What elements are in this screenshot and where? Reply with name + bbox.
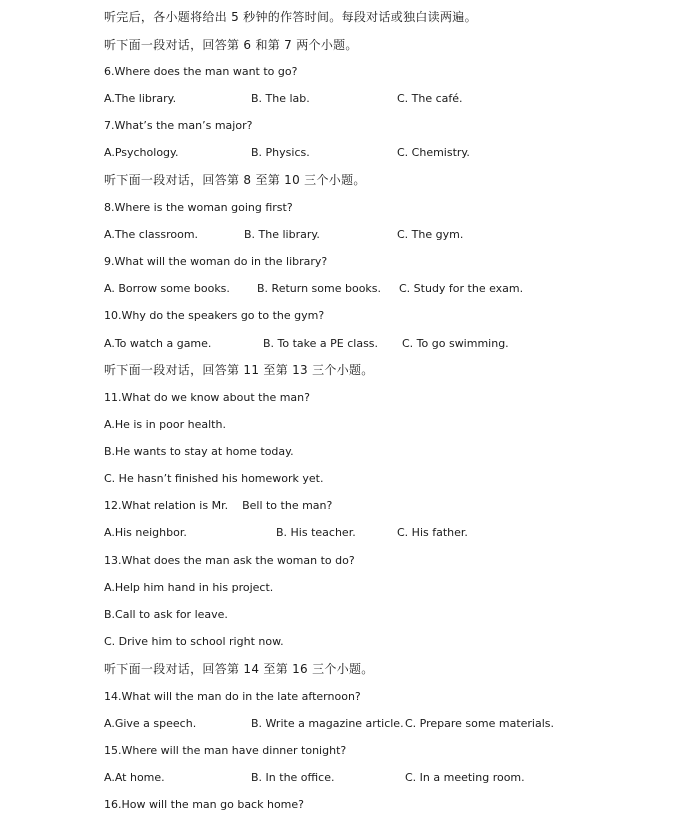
option-10b: B. To take a PE class. xyxy=(263,337,379,350)
option-6a: A.The library. xyxy=(104,92,177,105)
question-15: 15.Where will the man have dinner tonight? xyxy=(104,744,347,757)
question-13: 13.What does the man ask the woman to do? xyxy=(104,554,355,567)
option-10c: C. To go swimming. xyxy=(402,337,509,350)
option-12c: C. His father. xyxy=(397,526,468,539)
option-11a: A.He is in poor health. xyxy=(104,418,226,431)
question-9: 9.What will the woman do in the library? xyxy=(104,255,328,268)
section-heading-11-13: 听下面一段对话，回答第 11 至第 13 三个小题。 xyxy=(104,363,374,377)
question-12: 12.What relation is Mr. Bell to the man? xyxy=(104,499,333,512)
option-6c: C. The café. xyxy=(397,92,463,105)
option-7b: B. Physics. xyxy=(251,146,310,159)
option-7a: A.Psychology. xyxy=(104,146,179,159)
question-16: 16.How will the man go back home? xyxy=(104,798,304,811)
option-7c: C. Chemistry. xyxy=(397,146,470,159)
question-11: 11.What do we know about the man? xyxy=(104,391,310,404)
option-12a: A.His neighbor. xyxy=(104,526,187,539)
section-heading-6-7: 听下面一段对话，回答第 6 和第 7 两个小题。 xyxy=(104,38,358,52)
option-13c: C. Drive him to school right now. xyxy=(104,635,284,648)
question-7: 7.What’s the man’s major? xyxy=(104,119,253,132)
option-10a: A.To watch a game. xyxy=(104,337,212,350)
option-15c: C. In a meeting room. xyxy=(405,771,525,784)
question-14: 14.What will the man do in the late afternoon? xyxy=(104,690,361,703)
intro-line: 听完后，各小题将给出 5 秒钟的作答时间。每段对话或独白读两遍。 xyxy=(104,10,477,24)
option-9b: B. Return some books. xyxy=(257,282,382,295)
option-13b: B.Call to ask for leave. xyxy=(104,608,228,621)
question-10: 10.Why do the speakers go to the gym? xyxy=(104,309,325,322)
option-12b: B. His teacher. xyxy=(276,526,356,539)
option-6b: B. The lab. xyxy=(251,92,310,105)
option-11b: B.He wants to stay at home today. xyxy=(104,445,294,458)
option-8b: B. The library. xyxy=(244,228,320,241)
option-13a: A.Help him hand in his project. xyxy=(104,581,274,594)
option-15a: A.At home. xyxy=(104,771,165,784)
option-14a: A.Give a speech. xyxy=(104,717,197,730)
option-11c: C. He hasn’t finished his homework yet. xyxy=(104,472,324,485)
option-9c: C. Study for the exam. xyxy=(399,282,524,295)
section-heading-8-10: 听下面一段对话，回答第 8 至第 10 三个小题。 xyxy=(104,173,366,187)
option-9a: A. Borrow some books. xyxy=(104,282,230,295)
option-8a: A.The classroom. xyxy=(104,228,199,241)
option-8c: C. The gym. xyxy=(397,228,464,241)
section-heading-14-16: 听下面一段对话，回答第 14 至第 16 三个小题。 xyxy=(104,662,374,676)
option-14c: C. Prepare some materials. xyxy=(405,717,555,730)
option-14b: B. Write a magazine article. xyxy=(251,717,404,730)
question-6: 6.Where does the man want to go? xyxy=(104,65,298,78)
question-8: 8.Where is the woman going first? xyxy=(104,201,293,214)
option-15b: B. In the office. xyxy=(251,771,335,784)
